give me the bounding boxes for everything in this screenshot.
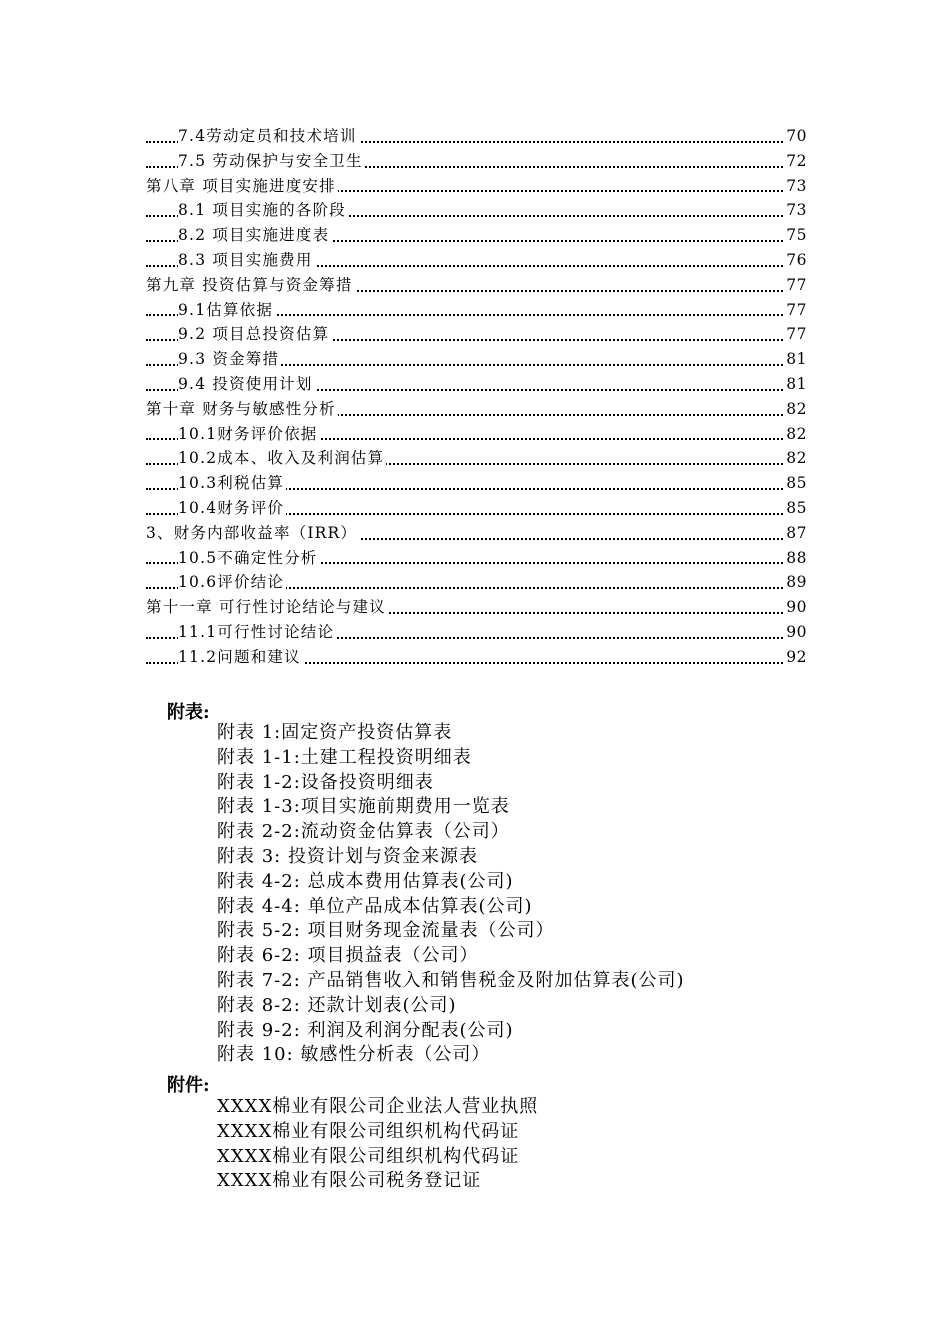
toc-entry-page: 90 (783, 620, 807, 645)
toc-entry[interactable] (146, 273, 807, 298)
toc-entry-title: 9.2 项目总投资估算 (178, 325, 330, 344)
toc-entry[interactable] (146, 496, 807, 521)
toc-entry-page: 85 (783, 496, 807, 521)
toc-entry-page: 72 (783, 149, 807, 174)
toc-entry-page: 76 (783, 248, 807, 273)
toc-entry-title: 7.5 劳动保护与安全卫生 (178, 151, 363, 170)
toc-entry[interactable] (146, 521, 807, 546)
attachment-item: 附表 2-2:流动资金估算表（公司） (217, 821, 510, 843)
toc-entry-page: 90 (783, 595, 807, 620)
toc-entry-title: 8.3 项目实施费用 (178, 250, 313, 269)
toc-entry-page: 92 (783, 645, 807, 670)
toc-entry-page: 89 (783, 570, 807, 595)
attachment-item: 附表 10: 敏感性分析表（公司） (217, 1044, 491, 1066)
attachment-item: 附表 8-2: 还款计划表(公司) (217, 994, 457, 1016)
toc-entry-page: 87 (783, 521, 807, 546)
toc-entry-title: 7.4劳动定员和技术培训 (178, 127, 357, 145)
attachment-item: 附表 1:固定资产投资估算表 (217, 722, 453, 743)
document-item: XXXX棉业有限公司税务登记证 (217, 1170, 482, 1192)
toc-entry-title: 9.3 资金筹措 (178, 350, 280, 369)
toc-entry[interactable] (146, 248, 807, 273)
toc-entry[interactable] (146, 298, 807, 323)
toc-entry-page: 77 (783, 322, 807, 347)
toc-entry[interactable] (146, 372, 807, 397)
documents-heading: 附件: (167, 1075, 210, 1096)
toc-entry-title: 第十一章 可行性讨论结论与建议 (146, 598, 386, 617)
toc-entry-page: 82 (783, 397, 807, 422)
toc-entry-page: 77 (783, 298, 807, 323)
toc-entry[interactable] (146, 422, 807, 447)
toc-entry[interactable] (146, 620, 807, 645)
document-item: XXXX棉业有限公司企业法人营业执照 (217, 1096, 539, 1117)
toc-entry[interactable] (146, 446, 807, 471)
toc-entry-title: 第十章 财务与敏感性分析 (146, 399, 336, 418)
toc-entry-title: 3、财务内部收益率（IRR） (146, 523, 358, 542)
attachments-list (217, 721, 685, 1068)
toc-entry[interactable] (146, 322, 807, 347)
toc-entry-title: 10.2成本、收入及利润估算 (178, 449, 385, 468)
attachment-item: 附表 4-2: 总成本费用估算表(公司) (217, 870, 514, 892)
toc-entry-page: 85 (783, 471, 807, 496)
toc-entry-page: 81 (783, 347, 807, 372)
toc-entry-page: 77 (783, 273, 807, 298)
toc-entry[interactable] (146, 546, 807, 571)
attachment-item: 附表 7-2: 产品销售收入和销售税金及附加估算表(公司) (217, 969, 685, 991)
attachment-item: 附表 1-1:土建工程投资明细表 (217, 746, 472, 768)
toc-entry-title: 第八章 项目实施进度安排 (146, 176, 336, 195)
toc-entry-title: 9.4 投资使用计划 (178, 374, 313, 393)
document-item: XXXX棉业有限公司组织机构代码证 (217, 1145, 520, 1167)
toc-entry-page: 82 (783, 422, 807, 447)
toc-entry[interactable] (146, 645, 807, 670)
toc-entry-page: 75 (783, 223, 807, 248)
toc-entry[interactable] (146, 347, 807, 372)
toc-entry-page: 88 (783, 546, 807, 571)
toc-entry[interactable] (146, 471, 807, 496)
toc-entry-title: 9.1估算依据 (178, 300, 274, 319)
toc-entry-title: 10.4财务评价 (178, 498, 285, 517)
toc-entry[interactable] (146, 397, 807, 422)
toc-entry-page: 82 (783, 446, 807, 471)
attachment-item: 附表 1-3:项目实施前期费用一览表 (217, 796, 510, 818)
attachment-item: 附表 6-2: 项目损益表（公司） (217, 945, 479, 967)
toc-entry[interactable] (146, 223, 807, 248)
toc-entry[interactable] (146, 124, 807, 149)
toc-entry[interactable] (146, 174, 807, 199)
toc-entry-title: 11.2问题和建议 (178, 647, 301, 666)
documents-list (217, 1095, 538, 1194)
toc-entry-title: 8.1 项目实施的各阶段 (178, 201, 346, 220)
table-of-contents (146, 124, 807, 670)
attachments-heading: 附表: (167, 702, 210, 723)
toc-entry-title: 8.2 项目实施进度表 (178, 226, 330, 245)
toc-entry-title: 10.6评价结论 (178, 573, 285, 592)
toc-entry-page: 70 (783, 124, 807, 149)
toc-entry[interactable] (146, 149, 807, 174)
document-item: XXXX棉业有限公司组织机构代码证 (217, 1120, 520, 1142)
attachment-item: 附表 3: 投资计划与资金来源表 (217, 845, 478, 867)
attachment-item: 附表 4-4: 单位产品成本估算表(公司) (217, 895, 533, 917)
attachment-item: 附表 5-2: 项目财务现金流量表（公司） (217, 920, 555, 942)
toc-entry-title: 第九章 投资估算与资金筹措 (146, 275, 353, 294)
toc-entry-title: 10.1财务评价依据 (178, 424, 318, 443)
toc-entry-title: 10.5不确定性分析 (178, 548, 318, 567)
attachment-item: 附表 9-2: 利润及利润分配表(公司) (217, 1019, 514, 1041)
toc-entry-title: 11.1可行性讨论结论 (178, 622, 335, 641)
toc-entry-title: 10.3利税估算 (178, 474, 285, 493)
toc-entry-page: 73 (783, 174, 807, 199)
attachment-item: 附表 1-2:设备投资明细表 (217, 771, 434, 793)
toc-entry[interactable] (146, 198, 807, 223)
toc-entry-page: 81 (783, 372, 807, 397)
toc-entry[interactable] (146, 595, 807, 620)
toc-entry-page: 73 (783, 198, 807, 223)
toc-entry[interactable] (146, 570, 807, 595)
